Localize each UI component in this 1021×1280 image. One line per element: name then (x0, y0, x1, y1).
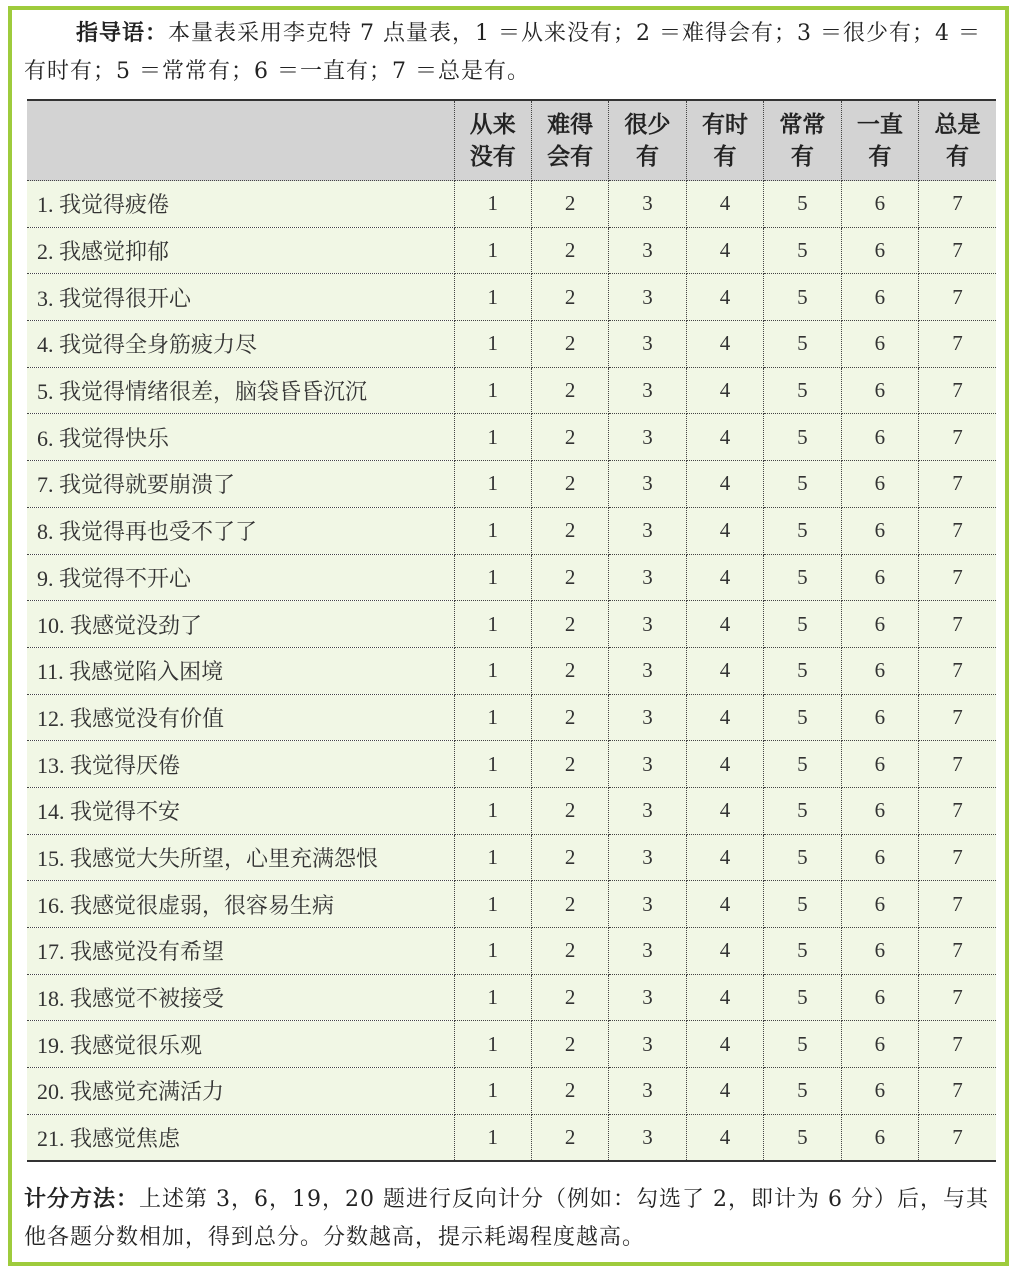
table-row (27, 1114, 996, 1161)
column-header (764, 100, 841, 181)
scale-option[interactable]: 3 (609, 647, 686, 694)
column-header (841, 100, 918, 181)
table-row (27, 694, 996, 741)
scale-option[interactable]: 5 (764, 367, 841, 414)
scale-option[interactable]: 2 (531, 1021, 608, 1068)
scale-option[interactable]: 3 (609, 274, 686, 321)
scale-option[interactable]: 5 (764, 974, 841, 1021)
column-header-line: 很少 (624, 110, 671, 138)
scale-option[interactable]: 3 (609, 461, 686, 508)
scale-option[interactable]: 3 (609, 601, 686, 648)
scale-option[interactable]: 1 (454, 321, 531, 368)
column-header (454, 100, 531, 181)
scale-option[interactable]: 1 (454, 1114, 531, 1161)
scale-option[interactable]: 4 (686, 694, 763, 741)
scale-option[interactable]: 1 (454, 461, 531, 508)
scale-option[interactable]: 7 (919, 181, 996, 228)
scale-option[interactable]: 3 (609, 787, 686, 834)
table-row (27, 741, 996, 788)
scale-option[interactable]: 6 (841, 227, 918, 274)
scale-option[interactable]: 7 (919, 1114, 996, 1161)
instructions (24, 14, 1000, 91)
scale-option[interactable]: 5 (764, 1021, 841, 1068)
item-label: 4. 我觉得全身筋疲力尽 (27, 321, 454, 368)
scale-option[interactable]: 2 (531, 181, 608, 228)
scale-option[interactable]: 3 (609, 1068, 686, 1115)
table-row (27, 601, 996, 648)
item-label: 9. 我觉得不开心 (27, 554, 454, 601)
scale-option[interactable]: 6 (841, 367, 918, 414)
scale-option[interactable]: 2 (531, 694, 608, 741)
scale-option[interactable]: 7 (919, 367, 996, 414)
table-row (27, 321, 996, 368)
scale-option[interactable]: 5 (764, 181, 841, 228)
column-header-line: 有时 (701, 110, 748, 138)
scale-option[interactable]: 6 (841, 834, 918, 881)
table-row (27, 554, 996, 601)
scale-option[interactable]: 2 (531, 274, 608, 321)
scale-option[interactable]: 2 (531, 1068, 608, 1115)
column-header (686, 100, 763, 181)
scale-option[interactable]: 3 (609, 834, 686, 881)
column-header-line: 有 (790, 142, 814, 170)
scale-option[interactable]: 4 (686, 274, 763, 321)
scale-option[interactable]: 1 (454, 507, 531, 554)
column-header-line: 有 (636, 142, 660, 170)
header-blank (27, 100, 454, 181)
scale-option[interactable]: 6 (841, 928, 918, 975)
instructions-label: 指导语： (76, 20, 169, 46)
scale-option[interactable]: 1 (454, 227, 531, 274)
column-header (531, 100, 608, 181)
item-label: 13. 我觉得厌倦 (27, 741, 454, 788)
scale-option[interactable]: 3 (609, 1021, 686, 1068)
scoring-label: 计分方法： (24, 1186, 140, 1212)
scale-option[interactable]: 7 (919, 1068, 996, 1115)
scale-option[interactable]: 2 (531, 227, 608, 274)
scale-option[interactable]: 7 (919, 647, 996, 694)
scale-option[interactable]: 2 (531, 787, 608, 834)
item-label: 18. 我感觉不被接受 (27, 974, 454, 1021)
scale-option[interactable]: 4 (686, 414, 763, 461)
column-header-line: 常常 (779, 110, 826, 138)
table-row (27, 181, 996, 228)
table-row (27, 1068, 996, 1115)
scale-option[interactable]: 6 (841, 507, 918, 554)
scale-option[interactable]: 5 (764, 787, 841, 834)
scale-option[interactable]: 4 (686, 321, 763, 368)
scale-option[interactable]: 7 (919, 274, 996, 321)
item-label: 12. 我感觉没有价值 (27, 694, 454, 741)
scale-option[interactable]: 2 (531, 974, 608, 1021)
table-row (27, 1021, 996, 1068)
scale-option[interactable]: 1 (454, 367, 531, 414)
item-label: 10. 我感觉没劲了 (27, 601, 454, 648)
item-label: 5. 我觉得情绪很差，脑袋昏昏沉沉 (27, 367, 454, 414)
scoring-method (24, 1180, 1004, 1257)
scale-option[interactable]: 3 (609, 694, 686, 741)
scale-option[interactable]: 3 (609, 507, 686, 554)
scale-option[interactable]: 1 (454, 601, 531, 648)
scale-option[interactable]: 1 (454, 928, 531, 975)
scale-option[interactable]: 2 (531, 507, 608, 554)
scale-option[interactable]: 3 (609, 1114, 686, 1161)
scale-option[interactable]: 5 (764, 881, 841, 928)
header-row (27, 100, 996, 181)
column-header-line: 有 (868, 142, 892, 170)
scale-option[interactable]: 4 (686, 181, 763, 228)
scale-option[interactable]: 7 (919, 554, 996, 601)
scale-option[interactable]: 5 (764, 274, 841, 321)
scale-option[interactable]: 3 (609, 227, 686, 274)
scale-option[interactable]: 5 (764, 601, 841, 648)
column-header-line: 总是 (934, 110, 981, 138)
table-row (27, 974, 996, 1021)
scale-option[interactable]: 4 (686, 461, 763, 508)
scale-option[interactable]: 4 (686, 227, 763, 274)
scale-option[interactable]: 1 (454, 787, 531, 834)
scale-option[interactable]: 7 (919, 1021, 996, 1068)
column-header (919, 100, 996, 181)
scale-option[interactable]: 7 (919, 694, 996, 741)
scale-option[interactable]: 3 (609, 881, 686, 928)
scale-option[interactable]: 5 (764, 1114, 841, 1161)
scale-option[interactable]: 6 (841, 974, 918, 1021)
scale-table (27, 99, 996, 1162)
scale-option[interactable]: 4 (686, 1068, 763, 1115)
scale-option[interactable]: 4 (686, 601, 763, 648)
item-label: 11. 我感觉陷入困境 (27, 647, 454, 694)
item-label: 16. 我感觉很虚弱，很容易生病 (27, 881, 454, 928)
column-header-line: 一直 (856, 110, 903, 138)
scale-option[interactable]: 7 (919, 227, 996, 274)
scale-option[interactable]: 4 (686, 834, 763, 881)
scale-option[interactable]: 6 (841, 414, 918, 461)
scale-option[interactable]: 5 (764, 227, 841, 274)
scale-option[interactable]: 6 (841, 274, 918, 321)
table-row (27, 834, 996, 881)
scale-option[interactable]: 4 (686, 507, 763, 554)
column-header-line: 有 (713, 142, 737, 170)
column-header-line: 从来 (469, 110, 516, 138)
scale-option[interactable]: 2 (531, 601, 608, 648)
table-row (27, 414, 996, 461)
scale-option[interactable]: 6 (841, 694, 918, 741)
column-header (609, 100, 686, 181)
scale-option[interactable]: 1 (454, 414, 531, 461)
table-row (27, 507, 996, 554)
scale-option[interactable]: 4 (686, 741, 763, 788)
scale-option[interactable]: 6 (841, 1114, 918, 1161)
scale-option[interactable]: 3 (609, 974, 686, 1021)
column-header-line: 有 (946, 142, 970, 170)
scale-option[interactable]: 7 (919, 787, 996, 834)
item-label: 1. 我觉得疲倦 (27, 181, 454, 228)
column-header-line: 难得 (547, 110, 594, 138)
scale-option[interactable]: 4 (686, 1021, 763, 1068)
scale-option[interactable]: 4 (686, 974, 763, 1021)
scale-option[interactable]: 2 (531, 1114, 608, 1161)
scale-option[interactable]: 5 (764, 928, 841, 975)
item-label: 20. 我感觉充满活力 (27, 1068, 454, 1115)
table-row (27, 227, 996, 274)
scale-option[interactable]: 2 (531, 881, 608, 928)
scale-option[interactable]: 3 (609, 741, 686, 788)
scale-option[interactable]: 7 (919, 321, 996, 368)
scale-option[interactable]: 2 (531, 321, 608, 368)
scale-option[interactable]: 4 (686, 554, 763, 601)
scale-option[interactable]: 1 (454, 834, 531, 881)
scale-option[interactable]: 1 (454, 974, 531, 1021)
scale-option[interactable]: 5 (764, 694, 841, 741)
scale-option[interactable]: 1 (454, 1068, 531, 1115)
scale-option[interactable]: 7 (919, 928, 996, 975)
table-row (27, 787, 996, 834)
scale-option[interactable]: 5 (764, 554, 841, 601)
scale-option[interactable]: 5 (764, 741, 841, 788)
scale-option[interactable]: 6 (841, 461, 918, 508)
scale-option[interactable]: 3 (609, 181, 686, 228)
scale-option[interactable]: 3 (609, 367, 686, 414)
scale-option[interactable]: 4 (686, 367, 763, 414)
scale-option[interactable]: 6 (841, 321, 918, 368)
scale-option[interactable]: 4 (686, 1114, 763, 1161)
scale-option[interactable]: 3 (609, 321, 686, 368)
item-label: 14. 我觉得不安 (27, 787, 454, 834)
scale-option[interactable]: 6 (841, 741, 918, 788)
scale-option[interactable]: 1 (454, 274, 531, 321)
scale-option[interactable]: 7 (919, 974, 996, 1021)
scale-option[interactable]: 5 (764, 834, 841, 881)
table-row (27, 461, 996, 508)
scale-option[interactable]: 6 (841, 1021, 918, 1068)
column-header-line: 没有 (469, 142, 516, 170)
scale-option[interactable]: 2 (531, 367, 608, 414)
scale-option[interactable]: 5 (764, 507, 841, 554)
scale-option[interactable]: 1 (454, 554, 531, 601)
scale-option[interactable]: 4 (686, 787, 763, 834)
scale-option[interactable]: 7 (919, 741, 996, 788)
scale-option[interactable]: 6 (841, 787, 918, 834)
scale-option[interactable]: 5 (764, 461, 841, 508)
item-label: 21. 我感觉焦虑 (27, 1114, 454, 1161)
item-label: 19. 我感觉很乐观 (27, 1021, 454, 1068)
scale-option[interactable]: 3 (609, 554, 686, 601)
table-row (27, 928, 996, 975)
scale-option[interactable]: 1 (454, 741, 531, 788)
scale-option[interactable]: 1 (454, 694, 531, 741)
instructions-text: 本量表采用李克特 7 点量表，1 ＝从来没有；2 ＝难得会有；3 ＝很少有；4 ＝有时有；5 ＝常常有；6 ＝一直有；7 ＝总是有。 (24, 21, 981, 84)
scale-option[interactable]: 2 (531, 741, 608, 788)
scoring-text: 上述第 3，6，19，20 题进行反向计分（例如：勾选了 2，即计为 6 分）后，与其他各题分数相加，得到总分。分数越高，提示耗竭程度越高。 (24, 1187, 989, 1250)
item-label: 8. 我觉得再也受不了了 (27, 507, 454, 554)
item-label: 15. 我感觉大失所望，心里充满怨恨 (27, 834, 454, 881)
scale-option[interactable]: 6 (841, 181, 918, 228)
scale-option[interactable]: 5 (764, 321, 841, 368)
scale-option[interactable]: 7 (919, 507, 996, 554)
scale-option[interactable]: 6 (841, 554, 918, 601)
scale-option[interactable]: 7 (919, 601, 996, 648)
column-header-line: 会有 (547, 142, 594, 170)
scale-option[interactable]: 3 (609, 414, 686, 461)
table-row (27, 881, 996, 928)
scale-option[interactable]: 4 (686, 881, 763, 928)
item-label: 17. 我感觉没有希望 (27, 928, 454, 975)
scale-option[interactable]: 2 (531, 647, 608, 694)
scale-option[interactable]: 2 (531, 461, 608, 508)
scale-option[interactable]: 1 (454, 881, 531, 928)
scale-option[interactable]: 7 (919, 461, 996, 508)
scale-option[interactable]: 1 (454, 181, 531, 228)
scale-option[interactable]: 2 (531, 834, 608, 881)
scale-option[interactable]: 6 (841, 1068, 918, 1115)
table-row (27, 647, 996, 694)
item-label: 3. 我觉得很开心 (27, 274, 454, 321)
scale-option[interactable]: 6 (841, 881, 918, 928)
table-row (27, 274, 996, 321)
scale-option[interactable]: 2 (531, 414, 608, 461)
scale-option[interactable]: 5 (764, 414, 841, 461)
scale-option[interactable]: 1 (454, 1021, 531, 1068)
scale-option[interactable]: 2 (531, 928, 608, 975)
scale-option[interactable]: 7 (919, 414, 996, 461)
scale-option[interactable]: 5 (764, 647, 841, 694)
scale-option[interactable]: 2 (531, 554, 608, 601)
item-label: 2. 我感觉抑郁 (27, 227, 454, 274)
scale-option[interactable]: 6 (841, 647, 918, 694)
scale-option[interactable]: 1 (454, 647, 531, 694)
scale-option[interactable]: 7 (919, 881, 996, 928)
table-row (27, 367, 996, 414)
scale-option[interactable]: 7 (919, 834, 996, 881)
scale-option[interactable]: 4 (686, 647, 763, 694)
scale-option[interactable]: 4 (686, 928, 763, 975)
scale-option[interactable]: 6 (841, 601, 918, 648)
scale-option[interactable]: 3 (609, 928, 686, 975)
item-label: 7. 我觉得就要崩溃了 (27, 461, 454, 508)
scale-option[interactable]: 5 (764, 1068, 841, 1115)
item-label: 6. 我觉得快乐 (27, 414, 454, 461)
